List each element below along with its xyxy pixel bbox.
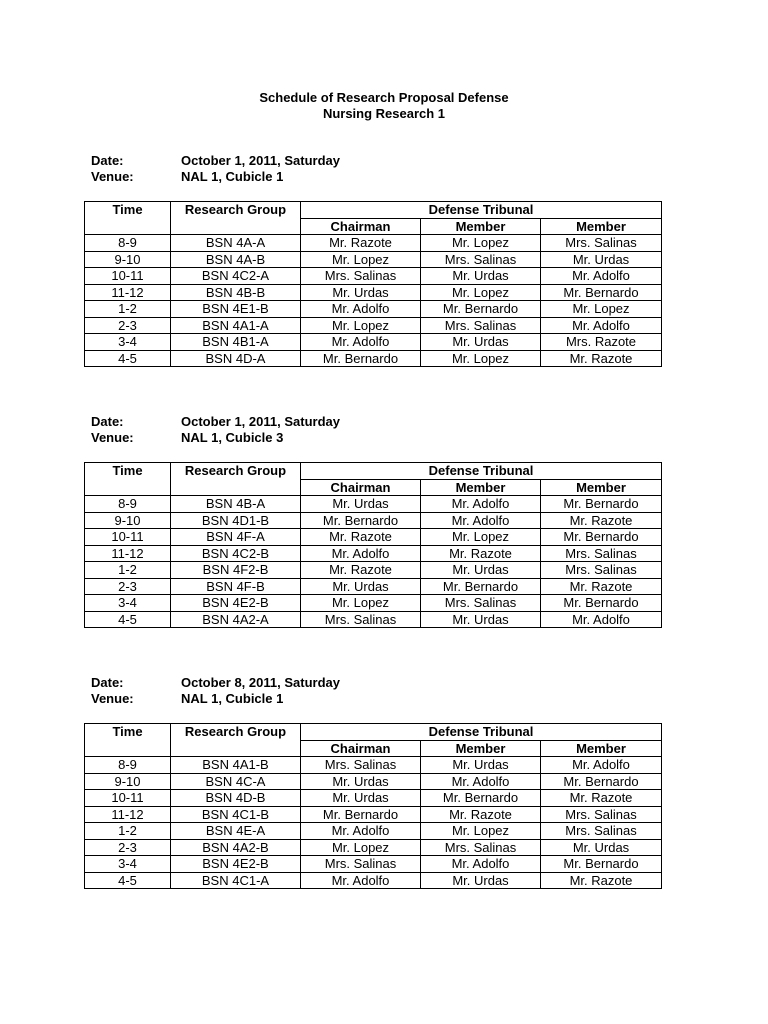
time-cell: 10-11 (85, 529, 171, 546)
chairman-cell: Mrs. Salinas (301, 856, 421, 873)
chairman-header: Chairman (301, 740, 421, 757)
member-cell: Mr. Razote (541, 790, 662, 807)
time-cell: 4-5 (85, 611, 171, 628)
member-header: Member (421, 218, 541, 235)
chairman-cell: Mr. Lopez (301, 317, 421, 334)
time-cell: 10-11 (85, 790, 171, 807)
research-group-cell: BSN 4F2-B (171, 562, 301, 579)
member-cell: Mrs. Salinas (541, 823, 662, 840)
schedule-3-date: October 8, 2011, Saturday (181, 675, 340, 690)
table-row (85, 268, 662, 285)
member-cell: Mrs. Salinas (541, 235, 662, 252)
table-row (85, 773, 662, 790)
member-cell: Mr. Urdas (421, 562, 541, 579)
member-cell: Mrs. Razote (541, 334, 662, 351)
defense-tribunal-header: Defense Tribunal (301, 724, 662, 741)
table-row (85, 496, 662, 513)
time-cell: 9-10 (85, 773, 171, 790)
member-cell: Mr. Razote (421, 545, 541, 562)
research-group-cell: BSN 4B1-A (171, 334, 301, 351)
table-row (85, 235, 662, 252)
member-cell: Mr. Bernardo (541, 529, 662, 546)
research-group-header: Research Group (171, 202, 301, 235)
time-cell: 4-5 (85, 350, 171, 367)
member-cell: Mr. Bernardo (541, 856, 662, 873)
time-cell: 1-2 (85, 301, 171, 318)
date-label: Date: (91, 675, 124, 690)
member-cell: Mr. Razote (421, 806, 541, 823)
chairman-cell: Mrs. Salinas (301, 611, 421, 628)
schedule-2-venue: NAL 1, Cubicle 3 (181, 430, 284, 445)
time-cell: 2-3 (85, 578, 171, 595)
member-header: Member (541, 740, 662, 757)
schedule-2-table (84, 462, 662, 628)
member-cell: Mr. Razote (541, 512, 662, 529)
member-cell: Mrs. Salinas (421, 317, 541, 334)
member-cell: Mr. Urdas (541, 251, 662, 268)
table-row (85, 823, 662, 840)
time-cell: 11-12 (85, 284, 171, 301)
date-label: Date: (91, 153, 124, 168)
table-row (85, 545, 662, 562)
schedule-1-date-line (91, 153, 340, 169)
table-row (85, 872, 662, 889)
member-cell: Mr. Razote (541, 872, 662, 889)
member-cell: Mr. Lopez (421, 284, 541, 301)
chairman-cell: Mr. Adolfo (301, 545, 421, 562)
research-group-cell: BSN 4D-B (171, 790, 301, 807)
chairman-cell: Mrs. Salinas (301, 268, 421, 285)
member-cell: Mr. Adolfo (421, 856, 541, 873)
table-row (85, 806, 662, 823)
chairman-cell: Mr. Bernardo (301, 806, 421, 823)
member-cell: Mr. Urdas (421, 268, 541, 285)
member-cell: Mr. Adolfo (541, 268, 662, 285)
date-label: Date: (91, 414, 124, 429)
member-cell: Mr. Lopez (421, 823, 541, 840)
research-group-header: Research Group (171, 724, 301, 757)
table-row (85, 350, 662, 367)
research-group-cell: BSN 4C1-A (171, 872, 301, 889)
research-group-cell: BSN 4A2-A (171, 611, 301, 628)
document-title: Schedule of Research Proposal Defense (259, 90, 509, 105)
time-cell: 10-11 (85, 268, 171, 285)
time-cell: 9-10 (85, 251, 171, 268)
research-group-cell: BSN 4E-A (171, 823, 301, 840)
schedule-2-date: October 1, 2011, Saturday (181, 414, 340, 429)
time-cell: 11-12 (85, 545, 171, 562)
time-cell: 3-4 (85, 595, 171, 612)
chairman-cell: Mr. Razote (301, 235, 421, 252)
research-group-cell: BSN 4D-A (171, 350, 301, 367)
research-group-header: Research Group (171, 463, 301, 496)
chairman-cell: Mrs. Salinas (301, 757, 421, 774)
table-row (85, 512, 662, 529)
member-cell: Mr. Bernardo (541, 773, 662, 790)
member-cell: Mr. Bernardo (421, 790, 541, 807)
member-cell: Mr. Lopez (421, 350, 541, 367)
member-cell: Mr. Adolfo (421, 773, 541, 790)
schedule-1-venue: NAL 1, Cubicle 1 (181, 169, 284, 184)
research-group-cell: BSN 4A-A (171, 235, 301, 252)
chairman-cell: Mr. Adolfo (301, 872, 421, 889)
chairman-cell: Mr. Urdas (301, 284, 421, 301)
schedule-3-table (84, 723, 662, 889)
schedule-3-venue: NAL 1, Cubicle 1 (181, 691, 284, 706)
research-group-cell: BSN 4A1-A (171, 317, 301, 334)
defense-tribunal-header: Defense Tribunal (301, 463, 662, 480)
schedule-3-date-line (91, 675, 340, 691)
member-cell: Mr. Adolfo (541, 611, 662, 628)
research-group-cell: BSN 4E2-B (171, 595, 301, 612)
research-group-cell: BSN 4C2-A (171, 268, 301, 285)
defense-tribunal-header: Defense Tribunal (301, 202, 662, 219)
table-row (85, 317, 662, 334)
research-group-cell: BSN 4D1-B (171, 512, 301, 529)
time-cell: 4-5 (85, 872, 171, 889)
venue-label: Venue: (91, 430, 134, 445)
chairman-cell: Mr. Adolfo (301, 823, 421, 840)
schedule-3-venue-line (91, 691, 283, 707)
chairman-cell: Mr. Adolfo (301, 334, 421, 351)
time-header: Time (85, 463, 171, 496)
member-cell: Mr. Urdas (421, 611, 541, 628)
research-group-cell: BSN 4A-B (171, 251, 301, 268)
member-cell: Mr. Lopez (421, 529, 541, 546)
member-cell: Mrs. Salinas (421, 839, 541, 856)
member-cell: Mr. Razote (541, 350, 662, 367)
member-cell: Mr. Lopez (421, 235, 541, 252)
time-cell: 1-2 (85, 562, 171, 579)
schedule-1-date: October 1, 2011, Saturday (181, 153, 340, 168)
member-cell: Mr. Bernardo (421, 301, 541, 318)
table-row (85, 839, 662, 856)
member-cell: Mr. Urdas (421, 872, 541, 889)
member-cell: Mr. Bernardo (541, 595, 662, 612)
schedule-2-date-line (91, 414, 340, 430)
chairman-cell: Mr. Urdas (301, 578, 421, 595)
research-group-cell: BSN 4C1-B (171, 806, 301, 823)
header-row (85, 463, 662, 480)
chairman-cell: Mr. Lopez (301, 595, 421, 612)
research-group-cell: BSN 4F-B (171, 578, 301, 595)
chairman-cell: Mr. Adolfo (301, 301, 421, 318)
time-cell: 1-2 (85, 823, 171, 840)
time-cell: 9-10 (85, 512, 171, 529)
member-cell: Mr. Urdas (421, 757, 541, 774)
member-cell: Mr. Urdas (421, 334, 541, 351)
header-row (85, 202, 662, 219)
time-cell: 2-3 (85, 317, 171, 334)
chairman-cell: Mr. Razote (301, 562, 421, 579)
chairman-cell: Mr. Urdas (301, 790, 421, 807)
research-group-cell: BSN 4B-B (171, 284, 301, 301)
member-cell: Mr. Urdas (541, 839, 662, 856)
table-row (85, 757, 662, 774)
research-group-cell: BSN 4E1-B (171, 301, 301, 318)
research-group-cell: BSN 4C2-B (171, 545, 301, 562)
chairman-cell: Mr. Lopez (301, 251, 421, 268)
member-cell: Mr. Bernardo (541, 496, 662, 513)
member-cell: Mr. Adolfo (541, 757, 662, 774)
venue-label: Venue: (91, 169, 134, 184)
research-group-cell: BSN 4C-A (171, 773, 301, 790)
member-cell: Mrs. Salinas (541, 545, 662, 562)
table-row (85, 251, 662, 268)
schedule-1-venue-line (91, 169, 283, 185)
time-header: Time (85, 202, 171, 235)
time-cell: 3-4 (85, 334, 171, 351)
table-row (85, 334, 662, 351)
chairman-header: Chairman (301, 218, 421, 235)
member-cell: Mr. Adolfo (421, 512, 541, 529)
schedule-1-table (84, 201, 662, 367)
member-header: Member (541, 479, 662, 496)
member-cell: Mrs. Salinas (421, 251, 541, 268)
member-cell: Mrs. Salinas (541, 806, 662, 823)
table-row (85, 856, 662, 873)
table-row (85, 578, 662, 595)
table-row (85, 595, 662, 612)
chairman-header: Chairman (301, 479, 421, 496)
research-group-cell: BSN 4A2-B (171, 839, 301, 856)
chairman-cell: Mr. Urdas (301, 496, 421, 513)
member-cell: Mr. Bernardo (541, 284, 662, 301)
member-cell: Mr. Adolfo (421, 496, 541, 513)
chairman-cell: Mr. Razote (301, 529, 421, 546)
member-cell: Mrs. Salinas (541, 562, 662, 579)
time-cell: 8-9 (85, 757, 171, 774)
research-group-cell: BSN 4B-A (171, 496, 301, 513)
research-group-cell: BSN 4F-A (171, 529, 301, 546)
table-row (85, 301, 662, 318)
member-header: Member (421, 479, 541, 496)
time-cell: 8-9 (85, 235, 171, 252)
member-cell: Mr. Lopez (541, 301, 662, 318)
time-header: Time (85, 724, 171, 757)
chairman-cell: Mr. Lopez (301, 839, 421, 856)
member-cell: Mr. Adolfo (541, 317, 662, 334)
table-row (85, 562, 662, 579)
document-subtitle: Nursing Research 1 (322, 106, 446, 121)
research-group-cell: BSN 4A1-B (171, 757, 301, 774)
member-cell: Mrs. Salinas (421, 595, 541, 612)
table-row (85, 611, 662, 628)
schedule-2-venue-line (91, 430, 283, 446)
member-cell: Mr. Bernardo (421, 578, 541, 595)
table-row (85, 529, 662, 546)
member-cell: Mr. Razote (541, 578, 662, 595)
table-row (85, 790, 662, 807)
chairman-cell: Mr. Urdas (301, 773, 421, 790)
table-row (85, 284, 662, 301)
member-header: Member (541, 218, 662, 235)
member-header: Member (421, 740, 541, 757)
time-cell: 11-12 (85, 806, 171, 823)
research-group-cell: BSN 4E2-B (171, 856, 301, 873)
header-row (85, 724, 662, 741)
time-cell: 2-3 (85, 839, 171, 856)
time-cell: 8-9 (85, 496, 171, 513)
chairman-cell: Mr. Bernardo (301, 512, 421, 529)
venue-label: Venue: (91, 691, 134, 706)
chairman-cell: Mr. Bernardo (301, 350, 421, 367)
time-cell: 3-4 (85, 856, 171, 873)
